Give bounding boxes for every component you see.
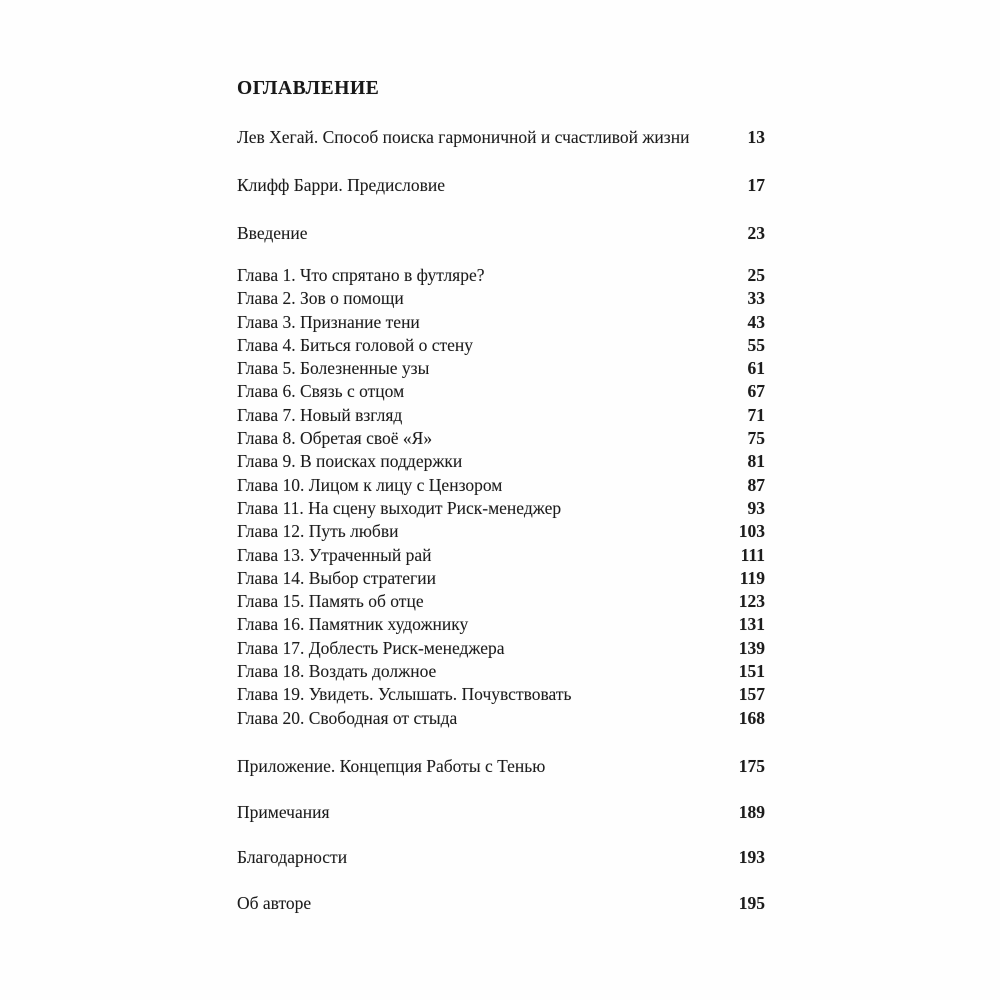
- toc-entry-page: 17: [747, 175, 765, 195]
- toc-entry: [237, 707, 765, 730]
- toc-entry-title: Глава 3. Признание тени: [237, 311, 420, 332]
- toc-entry: [237, 637, 765, 660]
- toc-entry: [237, 520, 765, 543]
- toc-entry-title: Глава 15. Память об отце: [237, 591, 424, 612]
- toc-entry: [237, 357, 765, 380]
- toc-entry-page: 119: [739, 567, 765, 588]
- toc-entry-page: 81: [747, 451, 765, 472]
- toc-entry: [237, 404, 765, 427]
- toc-entry-page: 71: [747, 404, 765, 425]
- toc-entry-title: Глава 8. Обретая своё «Я»: [237, 428, 433, 449]
- toc-entry-page: 25: [747, 265, 765, 285]
- toc-entry-page: 43: [747, 311, 765, 332]
- toc-entry-page: 55: [747, 334, 765, 355]
- toc-entry-title: Глава 1. Что спрятано в футляре?: [237, 265, 485, 285]
- toc-entry: [237, 613, 765, 636]
- toc-entry: [237, 683, 765, 706]
- toc-entry: [237, 544, 765, 567]
- toc-entry: [237, 800, 765, 824]
- toc-entry-page: 103: [738, 521, 765, 542]
- toc-entry-title: Глава 16. Памятник художнику: [237, 614, 469, 635]
- toc-column: [237, 78, 765, 915]
- toc-entry-title: Глава 17. Доблесть Риск-менеджера: [237, 637, 505, 658]
- toc-entry: [237, 660, 765, 683]
- toc-entry-page: 33: [747, 288, 765, 309]
- toc-entry-title: Клифф Барри. Предисловие: [237, 175, 445, 195]
- toc-entry: [237, 891, 765, 915]
- toc-entry-title: Лев Хегай. Способ поиска гармоничной и счастливой жизни: [237, 127, 690, 147]
- toc-entry-page: 175: [738, 755, 765, 776]
- toc-entry-page: 168: [738, 707, 765, 728]
- toc-entry-title: Глава 18. Воздать должное: [237, 661, 437, 682]
- toc-entry: [237, 845, 765, 869]
- toc-entry-title: Глава 4. Биться головой о стену: [237, 334, 474, 355]
- toc-entry-page: 139: [738, 637, 765, 658]
- toc-entry-page: 111: [740, 544, 765, 565]
- toc-entry-title: Глава 14. Выбор стратегии: [237, 567, 436, 588]
- toc-entry-title: Глава 7. Новый взгляд: [237, 404, 403, 425]
- toc-entry-page: 195: [738, 893, 765, 913]
- toc-entry-title: Глава 20. Свободная от стыда: [237, 707, 458, 728]
- toc-entry: [237, 334, 765, 357]
- toc-entry-title: Глава 13. Утраченный рай: [237, 544, 432, 565]
- toc-entry-title: Глава 10. Лицом к лицу с Цензором: [237, 474, 503, 495]
- toc-entry-page: 193: [738, 847, 765, 868]
- toc-entry: [237, 567, 765, 590]
- toc-entry-page: 123: [738, 591, 765, 612]
- toc-entry-page: 157: [738, 684, 765, 705]
- toc-entry: [237, 221, 765, 245]
- toc-entry-page: 87: [747, 474, 765, 495]
- toc-entry: [237, 173, 765, 197]
- toc-entry-page: 131: [738, 614, 765, 635]
- toc-entry-page: 23: [747, 223, 765, 243]
- page-title: ОГЛАВЛЕНИЕ: [237, 78, 380, 99]
- toc-entry-title: Введение: [237, 223, 308, 243]
- toc-entry-title: Примечания: [237, 801, 330, 822]
- toc-entry-page: 67: [747, 381, 765, 402]
- toc-entry: [237, 380, 765, 403]
- toc-entry-title: Глава 5. Болезненные узы: [237, 358, 430, 379]
- toc-entry-title: Об авторе: [237, 893, 312, 913]
- toc-entry-title: Глава 6. Связь с отцом: [237, 381, 405, 402]
- toc-entry-title: Благодарности: [237, 847, 348, 868]
- toc-entry: [237, 497, 765, 520]
- toc-entry-title: Глава 2. Зов о помощи: [237, 288, 404, 309]
- toc-entry-page: 151: [738, 661, 765, 682]
- toc-front-matter: [237, 125, 765, 245]
- toc-entry: [237, 450, 765, 473]
- toc-entry-page: 75: [747, 428, 765, 449]
- toc-entry: [237, 427, 765, 450]
- toc-entry: [237, 287, 765, 310]
- toc-chapters: [237, 264, 765, 730]
- toc-entry: [237, 754, 765, 778]
- toc-entry-title: Приложение. Концепция Работы с Тенью: [237, 755, 546, 776]
- toc-entry: [237, 311, 765, 334]
- toc-entry-page: 189: [738, 801, 765, 822]
- toc-entry-title: Глава 11. На сцену выходит Риск-менеджер: [237, 497, 562, 518]
- toc-entry-page: 61: [747, 358, 765, 379]
- toc-entry-title: Глава 19. Увидеть. Услышать. Почувствовать: [237, 684, 572, 705]
- toc-entry: [237, 264, 765, 287]
- toc-entry: [237, 474, 765, 497]
- toc-entry: [237, 125, 765, 149]
- toc-back-matter: [237, 754, 765, 915]
- toc-entry: [237, 590, 765, 613]
- toc-entry-title: Глава 12. Путь любви: [237, 521, 399, 542]
- toc-entry-page: 13: [747, 127, 765, 147]
- toc-entry-page: 93: [747, 497, 765, 518]
- toc-entry-title: Глава 9. В поисках поддержки: [237, 451, 463, 472]
